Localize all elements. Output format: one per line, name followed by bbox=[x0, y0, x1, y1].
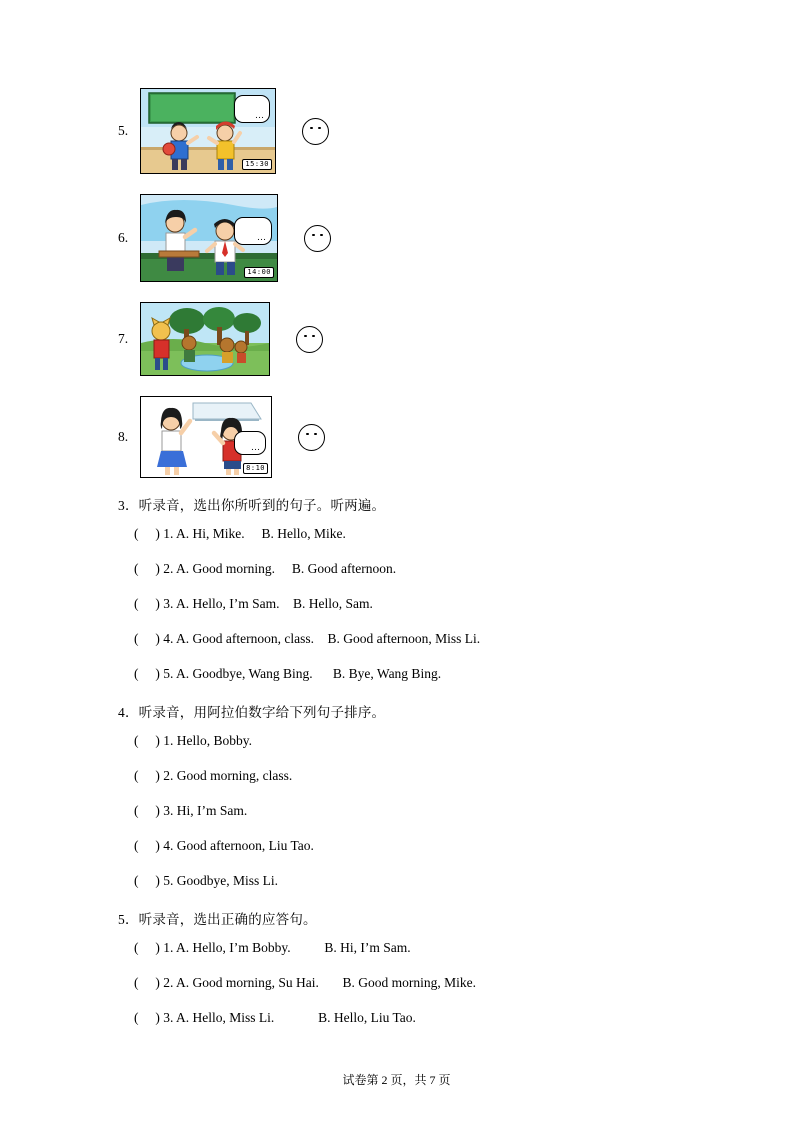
item-number: 8. bbox=[118, 429, 129, 444]
bubble-dots: … bbox=[251, 442, 261, 452]
face-eye-left-icon bbox=[306, 433, 309, 436]
section-title: 3．听录音，选出你所听到的句子。听两遍。 bbox=[118, 498, 386, 513]
question-line: ( ) 1. Hello, Bobby. bbox=[134, 733, 252, 748]
bubble-dots: … bbox=[257, 232, 267, 242]
face-eye-right-icon bbox=[320, 234, 323, 237]
question-line: ( ) 1. A. Hello, I’m Bobby. B. Hi, I’m Sam. bbox=[134, 940, 411, 955]
question-line: ( ) 3. A. Hello, Miss Li. B. Hello, Liu Tao. bbox=[134, 1010, 416, 1025]
bubble-dots: … bbox=[255, 110, 265, 120]
face-eye-right-icon bbox=[318, 127, 321, 130]
speech-bubble bbox=[234, 95, 270, 123]
face-eye-right-icon bbox=[314, 433, 317, 436]
question-line: ( ) 3. A. Hello, I’m Sam. B. Hello, Sam. bbox=[134, 596, 373, 611]
face-eye-left-icon bbox=[304, 335, 307, 338]
speech-bubble bbox=[234, 431, 266, 455]
speech-bubble bbox=[234, 217, 272, 245]
picture-illustration-5 bbox=[140, 88, 276, 174]
face-eye-left-icon bbox=[310, 127, 313, 130]
answer-face-circle[interactable] bbox=[304, 225, 331, 252]
section-title: 4．听录音，用阿拉伯数字给下列句子排序。 bbox=[118, 705, 386, 720]
question-line: ( ) 3. Hi, I’m Sam. bbox=[134, 803, 248, 818]
answer-face-circle[interactable] bbox=[296, 326, 323, 353]
question-line: ( ) 2. A. Good morning. B. Good afternoon. bbox=[134, 561, 397, 576]
question-line: ( ) 2. Good morning, class. bbox=[134, 768, 293, 783]
item-number: 5. bbox=[118, 123, 129, 138]
picture-illustration-7 bbox=[140, 302, 270, 376]
answer-face-circle[interactable] bbox=[302, 118, 329, 145]
time-label: 15:30 bbox=[242, 159, 272, 170]
item-number: 6. bbox=[118, 230, 129, 245]
time-label: 8:10 bbox=[243, 463, 268, 474]
picture-illustration-8 bbox=[140, 396, 272, 478]
picture-illustration-6 bbox=[140, 194, 278, 282]
question-line: ( ) 4. A. Good afternoon, class. B. Good afternoon, Miss Li. bbox=[134, 631, 481, 646]
question-line: ( ) 4. Good afternoon, Liu Tao. bbox=[134, 838, 314, 853]
item-number: 7. bbox=[118, 331, 129, 346]
picture-item bbox=[118, 302, 675, 376]
picture-item bbox=[118, 194, 675, 282]
question-line: ( ) 1. A. Hi, Mike. B. Hello, Mike. bbox=[134, 526, 346, 541]
section-title: 5．听录音，选出正确的应答句。 bbox=[118, 912, 317, 927]
time-label: 14:00 bbox=[244, 267, 274, 278]
question-line: ( ) 2. A. Good morning, Su Hai. B. Good morning, Mike. bbox=[134, 975, 476, 990]
picture-item bbox=[118, 396, 675, 478]
picture-item bbox=[118, 88, 675, 174]
face-eye-right-icon bbox=[312, 335, 315, 338]
scene-cartoon-animals-park bbox=[141, 303, 269, 375]
page-footer: 试卷第 2 页，共 7 页 bbox=[342, 1073, 451, 1087]
question-line: ( ) 5. Goodbye, Miss Li. bbox=[134, 873, 278, 888]
face-eye-left-icon bbox=[312, 234, 315, 237]
answer-face-circle[interactable] bbox=[298, 424, 325, 451]
question-line: ( ) 5. A. Goodbye, Wang Bing. B. Bye, Wang Bing. bbox=[134, 666, 442, 681]
